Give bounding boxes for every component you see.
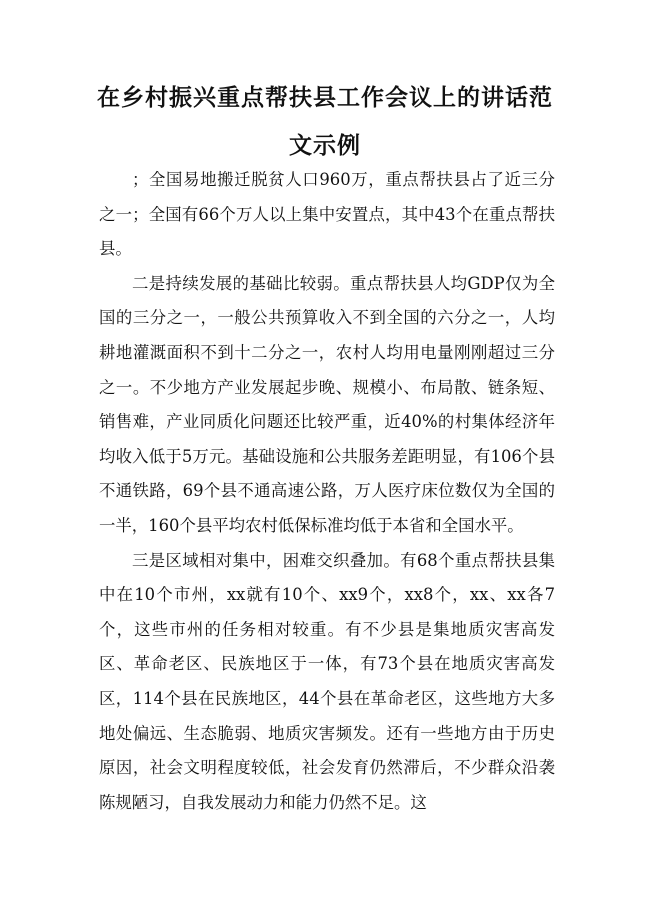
document-body	[99, 163, 555, 820]
paragraph-1: ；全国易地搬迁脱贫人口960万，重点帮扶县占了近三分之一；全国有66个万人以上集中安置点，其中43个在重点帮扶县。	[99, 170, 555, 259]
document-title-line-1: 在乡村振兴重点帮扶县工作会议上的讲话范	[97, 85, 553, 111]
document-title-line-2: 文示例	[289, 133, 361, 159]
paragraph-3: 三是区域相对集中，困难交织叠加。有68个重点帮扶县集中在10个市州，xx就有10个、xx9个，xx8个，xx、xx各7个，这些市州的任务相对较重。有不少县是集地质灾害高发区、革命老区、民族地区于一体，有73个县在地质灾害高发区，114个县在民族地区，44个县在革命老区，这些地方大多地处偏远、生态脆弱、地质灾害频发。还有一些地方由于历史原因，社会文明程度较低，社会发育仍然滞后，不少群众沿袭陈规陋习，自我发展动力和能力仍然不足。这	[99, 550, 555, 812]
paragraph-2: 二是持续发展的基础比较弱。重点帮扶县人均GDP仅为全国的三分之一，一般公共预算收入不到全国的六分之一，人均耕地灌溉面积不到十二分之一，农村人均用电量刚刚超过三分之一。不少地方产业发展起步晚、规模小、布局散、链条短、销售难，产业同质化问题还比较严重，近40%的村集体经济年均收入低于5万元。基础设施和公共服务差距明显，有106个县不通铁路，69个县不通高速公路，万人医疗床位数仅为全国的一半，160个县平均农村低保标准均低于本省和全国水平。	[99, 273, 555, 535]
document-title	[92, 74, 558, 170]
